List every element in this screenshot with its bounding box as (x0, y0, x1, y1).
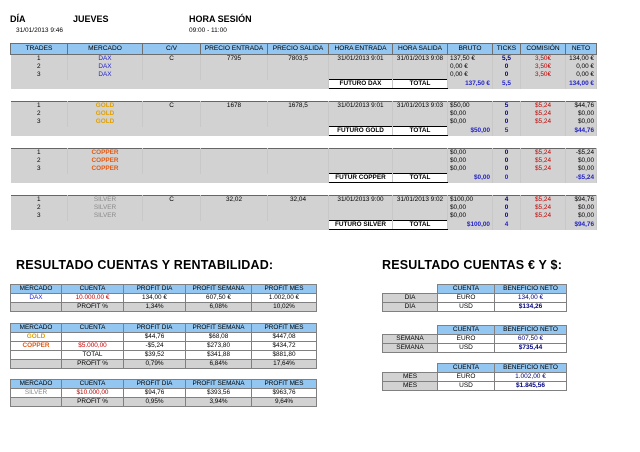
total-row (11, 221, 597, 230)
total-label: TOTAL (393, 80, 448, 89)
trade-row (11, 149, 597, 158)
col-header: PROFIT DÍA (124, 285, 186, 294)
ticks: 0 (493, 71, 521, 80)
currency-cell: EURO (438, 335, 495, 344)
pct-label: PROFIT % (62, 360, 124, 369)
total-net: $44,76 (566, 127, 597, 136)
col-header: CUENTA (62, 380, 124, 389)
blank-cell (521, 174, 566, 183)
market-cell: DAX (68, 71, 143, 80)
results-gold-copper-table (10, 323, 317, 369)
trade-row (11, 63, 597, 71)
buy-sell (143, 212, 201, 221)
total-month: $881,80 (252, 351, 317, 360)
gross: $0,00 (448, 165, 493, 174)
period-label: MES (383, 373, 438, 382)
total-ticks: 5,5 (493, 80, 521, 89)
market-cell: COPPER (68, 149, 143, 158)
period-label: MES (383, 382, 438, 391)
account-cell (62, 333, 124, 342)
net: 0,00 € (566, 63, 597, 71)
currency-day-table (382, 284, 567, 312)
exit-time (393, 118, 448, 127)
total-row (11, 174, 597, 183)
gross: $0,00 (448, 149, 493, 158)
exit-price (268, 149, 329, 158)
trade-number: 1 (11, 102, 68, 111)
buy-sell (143, 157, 201, 165)
col-header: BENEFICIO NETO (495, 285, 567, 294)
net-usd: $735,44 (495, 344, 567, 353)
col-header: CUENTA (438, 326, 495, 335)
net-usd: $1.845,56 (495, 382, 567, 391)
profit-week: $68,08 (186, 333, 252, 342)
net: $0,00 (566, 110, 597, 118)
period-label: DÍA (383, 294, 438, 303)
blank-cell (521, 80, 566, 89)
commission: $5,24 (521, 118, 566, 127)
commission: $5,24 (521, 157, 566, 165)
entry-price (201, 149, 268, 158)
entry-price: 32,02 (201, 196, 268, 205)
trade-row (11, 165, 597, 174)
col-header: PROFIT DÍA (124, 324, 186, 333)
currency-cell: EURO (438, 294, 495, 303)
entry-time: 31/01/2013 9:01 (329, 55, 393, 64)
trade-number: 2 (11, 110, 68, 118)
market-cell: COPPER (68, 165, 143, 174)
profit-week: 607,50 € (186, 294, 252, 303)
entry-price: 7795 (201, 55, 268, 64)
net: $94,76 (566, 196, 597, 205)
pct-week: 6,84% (186, 360, 252, 369)
col-header: PROFIT DÍA (124, 380, 186, 389)
profit-month: 1.002,00 € (252, 294, 317, 303)
entry-time (329, 204, 393, 212)
market-cell: GOLD (68, 110, 143, 118)
trades-header-row (11, 44, 597, 55)
col-header: MERCADO (11, 380, 62, 389)
col-header: CUENTA (62, 285, 124, 294)
trade-number: 1 (11, 55, 68, 64)
blank-cell (11, 80, 329, 89)
col-header: PROFIT SEMANA (186, 285, 252, 294)
exit-price: 32,04 (268, 196, 329, 205)
buy-sell: C (143, 196, 201, 205)
exit-price (268, 63, 329, 71)
total-label: TOTAL (393, 127, 448, 136)
col-header: PROFIT MES (252, 324, 317, 333)
commission: 3,50€ (521, 55, 566, 64)
col-header: PRECIO ENTRADA (201, 44, 268, 55)
total-row (11, 80, 597, 89)
trade-row (11, 118, 597, 127)
exit-price (268, 204, 329, 212)
trade-row (11, 102, 597, 111)
market-cell: SILVER (11, 389, 62, 398)
exit-time: 31/01/2013 9:08 (393, 55, 448, 64)
pct-day: 1,34% (124, 303, 186, 312)
trade-number: 2 (11, 204, 68, 212)
commission: $5,24 (521, 102, 566, 111)
blank-cell (11, 351, 62, 360)
total-row (11, 127, 597, 136)
market-cell: DAX (68, 63, 143, 71)
exit-price (268, 110, 329, 118)
total-week: $341,88 (186, 351, 252, 360)
net: $0,00 (566, 118, 597, 127)
market-cell: GOLD (11, 333, 62, 342)
entry-time: 31/01/2013 9:01 (329, 102, 393, 111)
market-cell: SILVER (68, 212, 143, 221)
exit-price (268, 71, 329, 80)
net: $0,00 (566, 157, 597, 165)
col-header: PROFIT MES (252, 285, 317, 294)
currency-week-table (382, 325, 567, 353)
total-gross: $100,00 (448, 221, 493, 230)
gross: 0,00 € (448, 71, 493, 80)
currency-cell: USD (438, 303, 495, 312)
ticks: 5 (493, 102, 521, 111)
col-header: PROFIT SEMANA (186, 380, 252, 389)
exit-time (393, 71, 448, 80)
exit-price (268, 157, 329, 165)
buy-sell (143, 110, 201, 118)
commission: $5,24 (521, 149, 566, 158)
col-header: PRECIO SALIDA (268, 44, 329, 55)
total-label: TOTAL (393, 221, 448, 230)
market-cell: DAX (68, 55, 143, 64)
trade-number: 3 (11, 165, 68, 174)
blank-cell (11, 221, 329, 230)
net: $0,00 (566, 165, 597, 174)
session-time: 09:00 - 11:00 (189, 27, 227, 34)
market-cell: COPPER (68, 157, 143, 165)
exit-time (393, 204, 448, 212)
exit-price (268, 212, 329, 221)
profit-month: $447,08 (252, 333, 317, 342)
market-cell: GOLD (68, 102, 143, 111)
market-cell: SILVER (68, 204, 143, 212)
account-cell: $5.000,00 (62, 342, 124, 351)
entry-time (329, 118, 393, 127)
market-cell: SILVER (68, 196, 143, 205)
day-label: DÍA (10, 14, 26, 24)
exit-time: 31/01/2013 9:02 (393, 196, 448, 205)
date-value: 31/01/2013 9:46 (16, 27, 63, 34)
commission: $5,24 (521, 196, 566, 205)
col-header: HORA ENTRADA (329, 44, 393, 55)
col-header: MERCADO (11, 285, 62, 294)
entry-time: 31/01/2013 9:00 (329, 196, 393, 205)
day-value: JUEVES (73, 14, 109, 24)
entry-price (201, 212, 268, 221)
blank-cell (11, 360, 62, 369)
future-label: FUTUR COPPER (329, 174, 393, 183)
total-ticks: 4 (493, 221, 521, 230)
market-cell: DAX (11, 294, 62, 303)
total-ticks: 0 (493, 174, 521, 183)
exit-time: 31/01/2013 9:03 (393, 102, 448, 111)
entry-time (329, 212, 393, 221)
trade-row (11, 55, 597, 64)
gross: 0,00 € (448, 63, 493, 71)
exit-price: 1678,5 (268, 102, 329, 111)
col-header: C/V (143, 44, 201, 55)
pct-label: PROFIT % (62, 398, 124, 407)
period-label: SEMANA (383, 335, 438, 344)
entry-time (329, 157, 393, 165)
gross: $0,00 (448, 204, 493, 212)
period-label: SEMANA (383, 344, 438, 353)
gross: $0,00 (448, 157, 493, 165)
exit-price (268, 165, 329, 174)
pct-day: 0,95% (124, 398, 186, 407)
gross: $0,00 (448, 118, 493, 127)
net: 0,00 € (566, 71, 597, 80)
entry-price (201, 63, 268, 71)
currency-cell: USD (438, 382, 495, 391)
spacer-cell (11, 136, 597, 149)
col-header: NETO (566, 44, 597, 55)
commission: $5,24 (521, 165, 566, 174)
gross: $0,00 (448, 110, 493, 118)
net: $0,00 (566, 212, 597, 221)
session-label: HORA SESIÓN (189, 14, 252, 24)
entry-price (201, 165, 268, 174)
profit-month: $434,72 (252, 342, 317, 351)
entry-price (201, 157, 268, 165)
buy-sell: C (143, 102, 201, 111)
net-eur: 1.002,00 € (495, 373, 567, 382)
trade-number: 2 (11, 157, 68, 165)
entry-price (201, 71, 268, 80)
pct-week: 3,94% (186, 398, 252, 407)
exit-price: 7803,5 (268, 55, 329, 64)
trades-body (11, 55, 597, 230)
pct-month: 17,64% (252, 360, 317, 369)
entry-price (201, 118, 268, 127)
total-label: TOTAL (62, 351, 124, 360)
col-header: HORA SALIDA (393, 44, 448, 55)
ticks: 0 (493, 157, 521, 165)
blank-cell (11, 303, 62, 312)
trade-number: 3 (11, 212, 68, 221)
trade-row (11, 204, 597, 212)
period-label: DÍA (383, 303, 438, 312)
commission: $5,24 (521, 204, 566, 212)
market-cell: COPPER (11, 342, 62, 351)
commission: $5,24 (521, 212, 566, 221)
ticks: 5,5 (493, 55, 521, 64)
col-header: BRUTO (448, 44, 493, 55)
future-label: FUTURO DAX (329, 80, 393, 89)
buy-sell (143, 71, 201, 80)
blank-cell (521, 221, 566, 230)
trade-number: 1 (11, 196, 68, 205)
total-gross: $0,00 (448, 174, 493, 183)
ticks: 0 (493, 149, 521, 158)
results-title: RESULTADO CUENTAS Y RENTABILIDAD: (16, 258, 274, 272)
results-silver-table (10, 379, 317, 407)
col-header: CUENTA (62, 324, 124, 333)
entry-time (329, 110, 393, 118)
account-cell: 10.000,00 € (62, 294, 124, 303)
col-header: MERCADO (68, 44, 143, 55)
entry-price (201, 204, 268, 212)
trade-number: 2 (11, 63, 68, 71)
entry-time (329, 63, 393, 71)
trade-row (11, 157, 597, 165)
col-header: CUENTA (438, 364, 495, 373)
total-net: $94,76 (566, 221, 597, 230)
exit-time (393, 63, 448, 71)
entry-price: 1678 (201, 102, 268, 111)
net-eur: 607,50 € (495, 335, 567, 344)
profit-month: $963,76 (252, 389, 317, 398)
entry-time (329, 149, 393, 158)
commission: 3,50€ (521, 63, 566, 71)
future-label: FUTURO GOLD (329, 127, 393, 136)
col-header: CUENTA (438, 285, 495, 294)
buy-sell (143, 165, 201, 174)
net-eur: 134,00 € (495, 294, 567, 303)
total-gross: 137,50 € (448, 80, 493, 89)
total-gross: $50,00 (448, 127, 493, 136)
entry-price (201, 110, 268, 118)
total-ticks: 5 (493, 127, 521, 136)
block-spacer (11, 136, 597, 149)
trade-number: 3 (11, 71, 68, 80)
pct-month: 9,64% (252, 398, 317, 407)
blank-cell (11, 174, 329, 183)
gross: $100,00 (448, 196, 493, 205)
ticks: 0 (493, 118, 521, 127)
buy-sell: C (143, 55, 201, 64)
col-header: PROFIT MES (252, 380, 317, 389)
profit-day: 134,00 € (124, 294, 186, 303)
pct-week: 6,08% (186, 303, 252, 312)
trade-row (11, 196, 597, 205)
exit-time (393, 149, 448, 158)
total-day: $39,52 (124, 351, 186, 360)
profit-week: $393,56 (186, 389, 252, 398)
col-header: BENEFICIO NETO (495, 364, 567, 373)
pct-label: PROFIT % (62, 303, 124, 312)
buy-sell (143, 204, 201, 212)
col-header: TICKS (493, 44, 521, 55)
net: -$5,24 (566, 149, 597, 158)
total-net: -$5,24 (566, 174, 597, 183)
blank-cell (521, 127, 566, 136)
ticks: 0 (493, 63, 521, 71)
trade-row (11, 71, 597, 80)
net: 134,00 € (566, 55, 597, 64)
currency-cell: EURO (438, 373, 495, 382)
commission: 3,50€ (521, 71, 566, 80)
trade-row (11, 212, 597, 221)
account-cell: $10.000,00 (62, 389, 124, 398)
net: $44,76 (566, 102, 597, 111)
ticks: 0 (493, 212, 521, 221)
pct-month: 10,02% (252, 303, 317, 312)
total-net: 134,00 € (566, 80, 597, 89)
ticks: 4 (493, 196, 521, 205)
pct-day: 0,79% (124, 360, 186, 369)
spacer-cell (11, 89, 597, 102)
gross: $50,00 (448, 102, 493, 111)
trades-table (10, 43, 597, 230)
col-header: MERCADO (11, 324, 62, 333)
exit-time (393, 110, 448, 118)
blank-cell (11, 127, 329, 136)
net-usd: $134,26 (495, 303, 567, 312)
currency-month-table (382, 363, 567, 391)
exit-time (393, 165, 448, 174)
blank-cell (11, 398, 62, 407)
gross: 137,50 € (448, 55, 493, 64)
trade-number: 1 (11, 149, 68, 158)
buy-sell (143, 149, 201, 158)
exit-price (268, 118, 329, 127)
commission: $5,24 (521, 110, 566, 118)
buy-sell (143, 118, 201, 127)
trade-number: 3 (11, 118, 68, 127)
profit-day: -$5,24 (124, 342, 186, 351)
results-dax-table (10, 284, 317, 312)
market-cell: GOLD (68, 118, 143, 127)
spacer-cell (11, 183, 597, 196)
block-spacer (11, 89, 597, 102)
buy-sell (143, 63, 201, 71)
col-header: PROFIT SEMANA (186, 324, 252, 333)
exit-time (393, 157, 448, 165)
gross: $0,00 (448, 212, 493, 221)
ticks: 0 (493, 165, 521, 174)
future-label: FUTURO SILVER (329, 221, 393, 230)
trade-row (11, 110, 597, 118)
net: $0,00 (566, 204, 597, 212)
block-spacer (11, 183, 597, 196)
currency-cell: USD (438, 344, 495, 353)
profit-week: $273,80 (186, 342, 252, 351)
entry-time (329, 165, 393, 174)
profit-day: $94,76 (124, 389, 186, 398)
ticks: 0 (493, 204, 521, 212)
profit-day: $44,76 (124, 333, 186, 342)
col-header: BENEFICIO NETO (495, 326, 567, 335)
total-label: TOTAL (393, 174, 448, 183)
entry-time (329, 71, 393, 80)
exit-time (393, 212, 448, 221)
ticks: 0 (493, 110, 521, 118)
results-currency-title: RESULTADO CUENTAS € Y $: (382, 258, 563, 272)
col-header: COMISIÓN (521, 44, 566, 55)
col-header: TRADES (11, 44, 68, 55)
